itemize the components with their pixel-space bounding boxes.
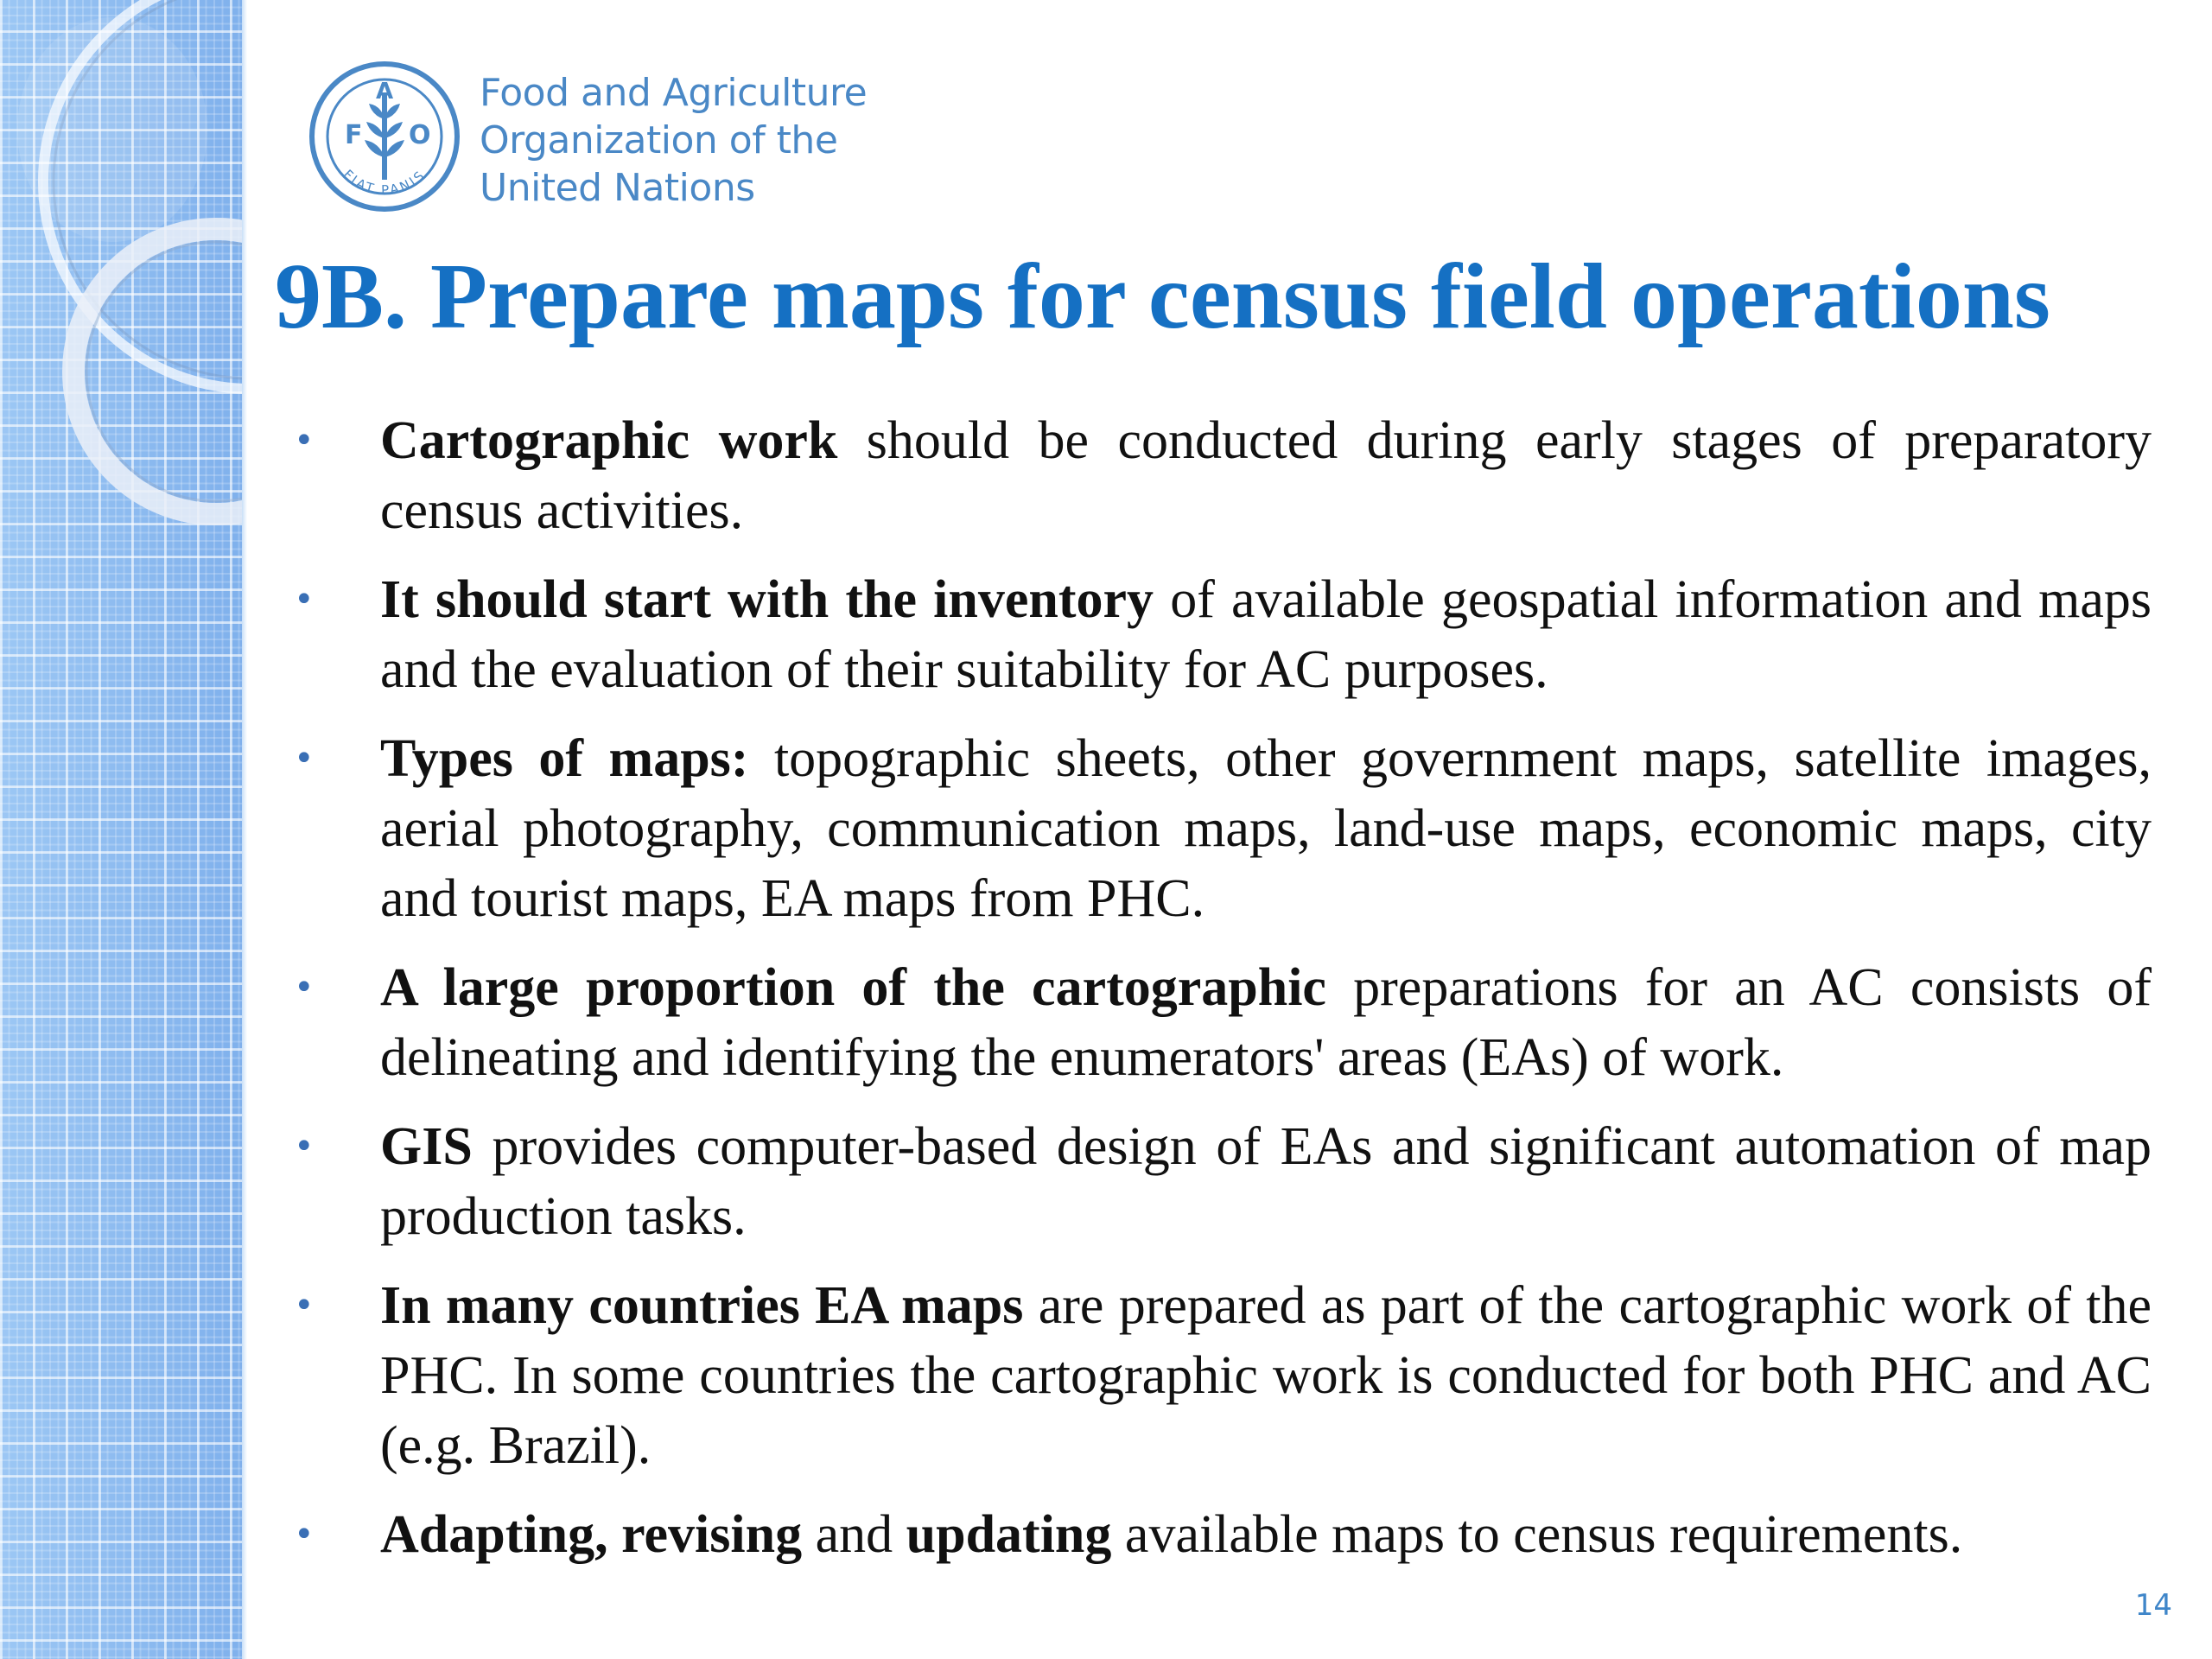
bullet-item xyxy=(294,565,2152,705)
bullet-item xyxy=(294,1112,2152,1252)
logo-letter-f: F xyxy=(345,120,363,150)
bold-run: updating xyxy=(906,1505,1112,1564)
page-number: 14 xyxy=(2134,1588,2172,1623)
bold-run: Adapting, revising xyxy=(380,1505,803,1564)
bullet-item xyxy=(294,406,2152,546)
bullet-text xyxy=(380,729,2152,928)
bullet-text xyxy=(380,1117,2152,1246)
bullet-marker: • xyxy=(294,580,315,620)
fao-logo-icon xyxy=(307,59,462,214)
text-run: and xyxy=(802,1505,906,1564)
bullet-text xyxy=(380,1276,2152,1475)
bullet-marker: • xyxy=(294,1127,315,1166)
organization-name xyxy=(480,69,867,212)
text-run: provides computer-based design of EAs and significant automation of map production tasks. xyxy=(380,1117,2152,1246)
bullet-marker: • xyxy=(294,1286,315,1325)
bold-run: GIS xyxy=(380,1117,473,1176)
bold-run: Types of maps: xyxy=(380,729,749,788)
logo-motto: FIAT PANIS xyxy=(340,166,429,199)
text-run: available maps to census requirements. xyxy=(1111,1505,1963,1564)
bold-run: A large proportion of the cartographic xyxy=(380,958,1326,1017)
slide-title: 9B. Prepare maps for census field operations xyxy=(275,245,2050,348)
bullet-marker: • xyxy=(294,968,315,1007)
logo-letter-o: O xyxy=(409,120,431,150)
bullet-item xyxy=(294,1500,2152,1570)
org-name-line-3: United Nations xyxy=(480,166,755,210)
bullet-text xyxy=(380,411,2152,540)
bullet-list xyxy=(294,406,2152,1589)
bullet-item xyxy=(294,953,2152,1093)
org-name-line-1: Food and Agriculture xyxy=(480,71,868,115)
bullet-text xyxy=(380,570,2152,699)
decorative-rings-icon xyxy=(0,0,246,1659)
side-decoration-band xyxy=(0,0,246,1659)
text-run: should be conducted during early stages of preparatory census activities. xyxy=(380,411,2152,540)
text-run: topographic sheets, other government maps, satellite images, aerial photography, communication maps, land-use maps, economic maps, city and tourist maps, EA maps from PHC. xyxy=(380,729,2152,928)
bullet-marker: • xyxy=(294,421,315,461)
bold-run: It should start with the inventory xyxy=(380,570,1154,629)
bold-run: Cartographic work xyxy=(380,411,838,470)
bullet-marker: • xyxy=(294,739,315,779)
logo-letter-a: A xyxy=(376,79,394,105)
side-band-edge xyxy=(242,0,247,1659)
bullet-item xyxy=(294,724,2152,934)
bullet-item xyxy=(294,1271,2152,1481)
bold-run: In many countries EA maps xyxy=(380,1276,1024,1335)
bullet-marker: • xyxy=(294,1515,315,1554)
text-run: preparations for an AC consists of delineating and identifying the enumerators' areas (EAs) of work. xyxy=(380,958,2152,1087)
text-run: of available geospatial information and maps and the evaluation of their suitability for AC purposes. xyxy=(380,570,2152,699)
text-run: are prepared as part of the cartographic work of the PHC. In some countries the cartographic work is conducted for both PHC and AC (e.g. Brazil). xyxy=(380,1276,2152,1475)
bullet-text xyxy=(380,958,2152,1087)
org-name-line-2: Organization of the xyxy=(480,118,838,162)
bullet-text xyxy=(380,1505,1962,1564)
